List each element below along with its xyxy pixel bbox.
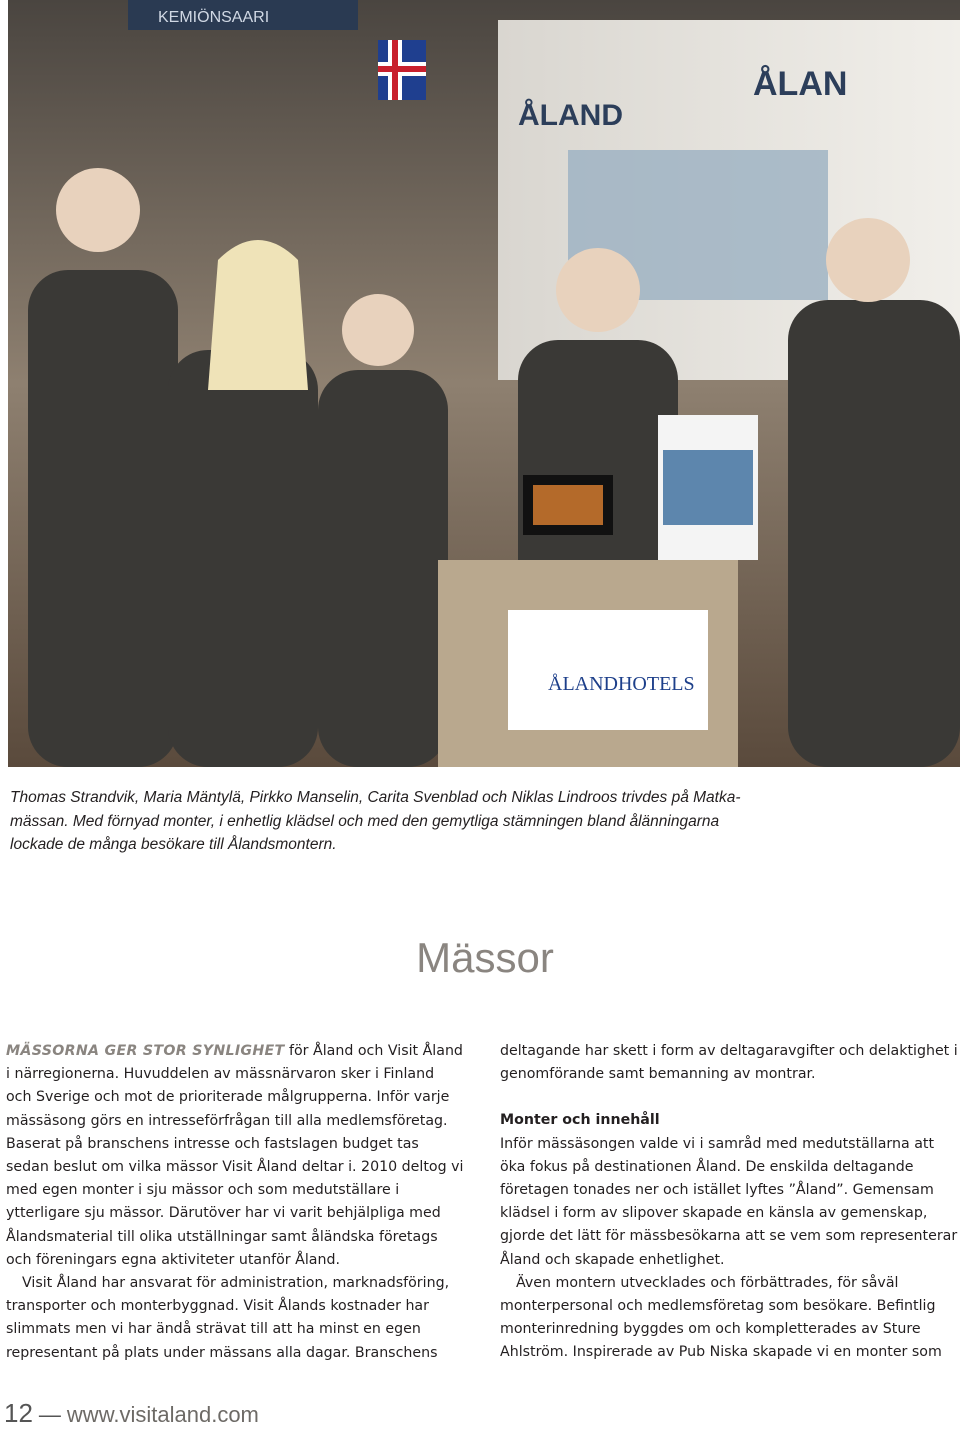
- footer-dash: —: [38, 1402, 61, 1427]
- svg-text:ÅLAN: ÅLAN: [753, 65, 848, 103]
- page-title: Mässor: [416, 934, 554, 981]
- intro-paragraph: [6, 1040, 464, 1272]
- caption-line: lockade de många besökare till Ålandsmontern.: [10, 836, 337, 853]
- right-column: [500, 1040, 960, 1365]
- trade-fair-booth-photo-icon: [8, 0, 960, 767]
- body-paragraph: Visit Åland har ansvarat för administration, marknadsföring, transporter och monterbyggnad. Visit Ålands kostnader har slimmats men vi har ändå strävat till att ha minst en egen representant på plats under mässans alla dagar. Branschens: [6, 1275, 450, 1361]
- caption-line: mässan. Med förnyad monter, i enhetlig klädsel och med den gemytliga stämningen bland ålänningarna: [10, 812, 720, 830]
- body-paragraph: Inför mässäsongen valde vi i samråd med medutställarna att öka fokus på destinationen Åland. De enskilda deltagande företagen tonades ner och istället lyftes ”Åland”. Gemensam klädsel i form av slipover skapade en känsla av gemenskap, gjorde det lätt för mässbesökarna att se vem som representerar Åland och skapade enhetlighet.: [500, 1135, 958, 1268]
- page-number: 12: [4, 1398, 33, 1428]
- lead-in-caps: MÄSSORNA GER STOR SYNLIGHET: [6, 1043, 285, 1059]
- alandhotels-sign: ÅLANDHOTELS: [548, 673, 695, 695]
- caption-line: Thomas Strandvik, Maria Mäntylä, Pirkko Manselin, Carita Svenblad och Niklas Lindroos trivdes på Matka-: [10, 789, 741, 806]
- page-footer: [4, 1398, 259, 1429]
- booth-sign-aland: ÅLAND: [518, 99, 623, 132]
- booth-photo: [8, 0, 960, 767]
- body-paragraph: Även montern utvecklades och förbättrades, för såväl monterpersonal och medlemsföretag som besökare. Befintlig monterinredning byggdes om och kompletterades av Sture Ahlström. Inspirerade av Pub Niska skapade vi en monter som: [500, 1274, 942, 1361]
- website-link[interactable]: www.visitaland.com: [66, 1402, 259, 1427]
- svg-text:KEMIÖNSAARI: KEMIÖNSAARI: [158, 9, 270, 26]
- section-subheading: Monter och innehåll: [500, 1112, 660, 1129]
- left-column: [6, 1040, 464, 1365]
- photo-caption: [10, 786, 770, 857]
- intro-text: för Åland och Visit Åland i närregionerna. Huvuddelen av mässnärvaron sker i Finland och Sverige och mot de prioriterade målgrupperna. Inför varje mässäsong görs en intresseförfrågan till alla medlemsföretag. Baserat på branschens intresse och fastslagen budget tas sedan beslut om vilka mässor Visit Åland deltar i. 2010 deltog vi med egen monter i sju mässor och som medutställare i ytterligare sju mässor. Därutöver har vi varit behjälpliga med Ålandsmaterial till olika utställningar samt åländska företags och föreningars egna aktiviteter utanför Åland.: [6, 1043, 464, 1268]
- body-paragraph: deltagande har skett i form av deltagaravgifter och delaktighet i genomförande samt bemanning av montrar.: [500, 1043, 958, 1083]
